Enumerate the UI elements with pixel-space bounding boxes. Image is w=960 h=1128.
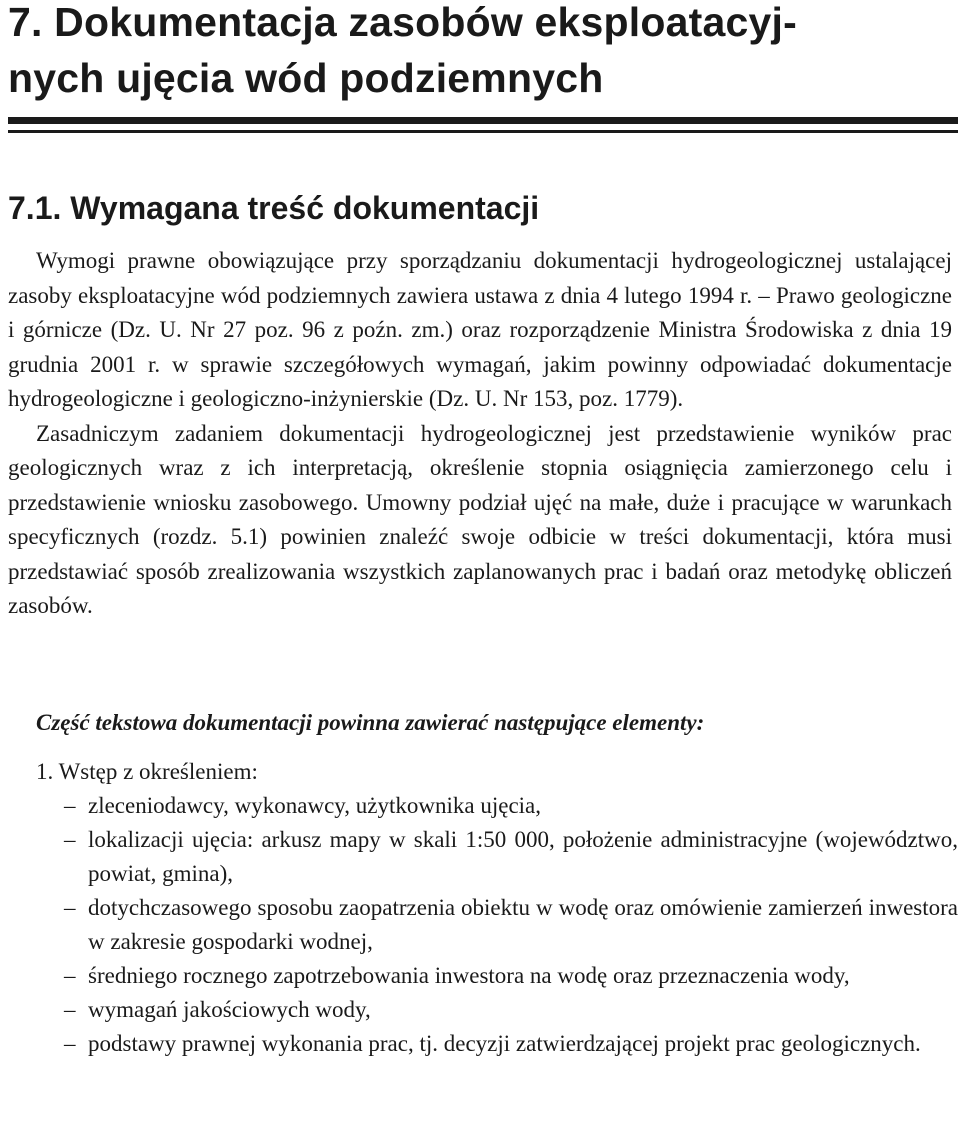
list-item-text: wymagań jakościowych wody, (88, 997, 371, 1022)
list-item (36, 993, 958, 1027)
list-item-heading: 1. Wstęp z określeniem: (36, 759, 258, 784)
list-item (36, 1027, 958, 1061)
elements-list (36, 755, 958, 1061)
title-rule-thin (8, 130, 958, 133)
dash-marker: – (64, 1031, 76, 1056)
list-item (36, 959, 958, 993)
list-item-text: zleceniodawcy, wykonawcy, użytkownika ujęcia, (88, 793, 542, 818)
list-item (36, 891, 958, 959)
section-title: 7.1. Wymagana treść dokumentacji (8, 190, 540, 226)
dash-marker: – (64, 793, 76, 818)
dash-marker: – (64, 895, 76, 920)
list-item-text: średniego rocznego zapotrzebowania inwestora na wodę oraz przeznaczenia wody, (88, 963, 850, 988)
sub-list (36, 789, 958, 1061)
dash-marker: – (64, 963, 76, 988)
list-item-text: lokalizacji ujęcia: arkusz mapy w skali 1:50 000, położenie administracyjne (województwo, powiat, gmina), (88, 827, 958, 886)
subheading: Część tekstowa dokumentacji powinna zawierać następujące elementy: (36, 710, 705, 735)
list-item (36, 789, 958, 823)
chapter-title-line1: 7. Dokumentacja zasobów eksploatacyj- (8, 0, 797, 45)
list-item-text: podstawy prawnej wykonania prac, tj. decyzji zatwierdzającej projekt prac geologicznych. (88, 1031, 921, 1056)
paragraph: Wymogi prawne obowiązujące przy sporządzaniu dokumentacji hydrogeologicznej ustalającej zasoby eksploatacyjne wód podziemnych zawiera ustawa z dnia 4 lutego 1994 r. – Prawo geologiczne i górnicze (Dz. U. Nr 27 poz. 96 z poźn. zm.) oraz rozporządzenie Ministra Środowiska z dnia 19 grudnia 2001 r. w sprawie szczegółowych wymagań, jakim powinny odpowiadać dokumentacje hydrogeologiczne i geologiczno-inżynierskie (Dz. U. Nr 153, poz. 1779). (8, 248, 952, 411)
list-item (36, 823, 958, 891)
body-text (8, 244, 952, 624)
chapter-title (8, 0, 948, 106)
title-rule-thick (8, 117, 958, 124)
dash-marker: – (64, 997, 76, 1022)
paragraph: Zasadniczym zadaniem dokumentacji hydrogeologicznej jest przedstawienie wyników prac geologicznych wraz z ich interpretacją, określenie stopnia osiągnięcia zamierzonego celu i przedstawienie wniosku zasobowego. Umowny podział ujęć na małe, duże i pracujące w warunkach specyficznych (rozdz. 5.1) powinien znaleźć swoje odbicie w treści dokumentacji, która musi przedstawiać sposób zrealizowania wszystkich zaplanowanych prac i badań oraz metodykę obliczeń zasobów. (8, 420, 952, 618)
chapter-title-line2: nych ujęcia wód podziemnych (8, 55, 604, 101)
dash-marker: – (64, 827, 76, 852)
list-item-text: dotychczasowego sposobu zaopatrzenia obiektu w wodę oraz omówienie zamierzeń inwestora w zakresie gospodarki wodnej, (88, 895, 958, 954)
